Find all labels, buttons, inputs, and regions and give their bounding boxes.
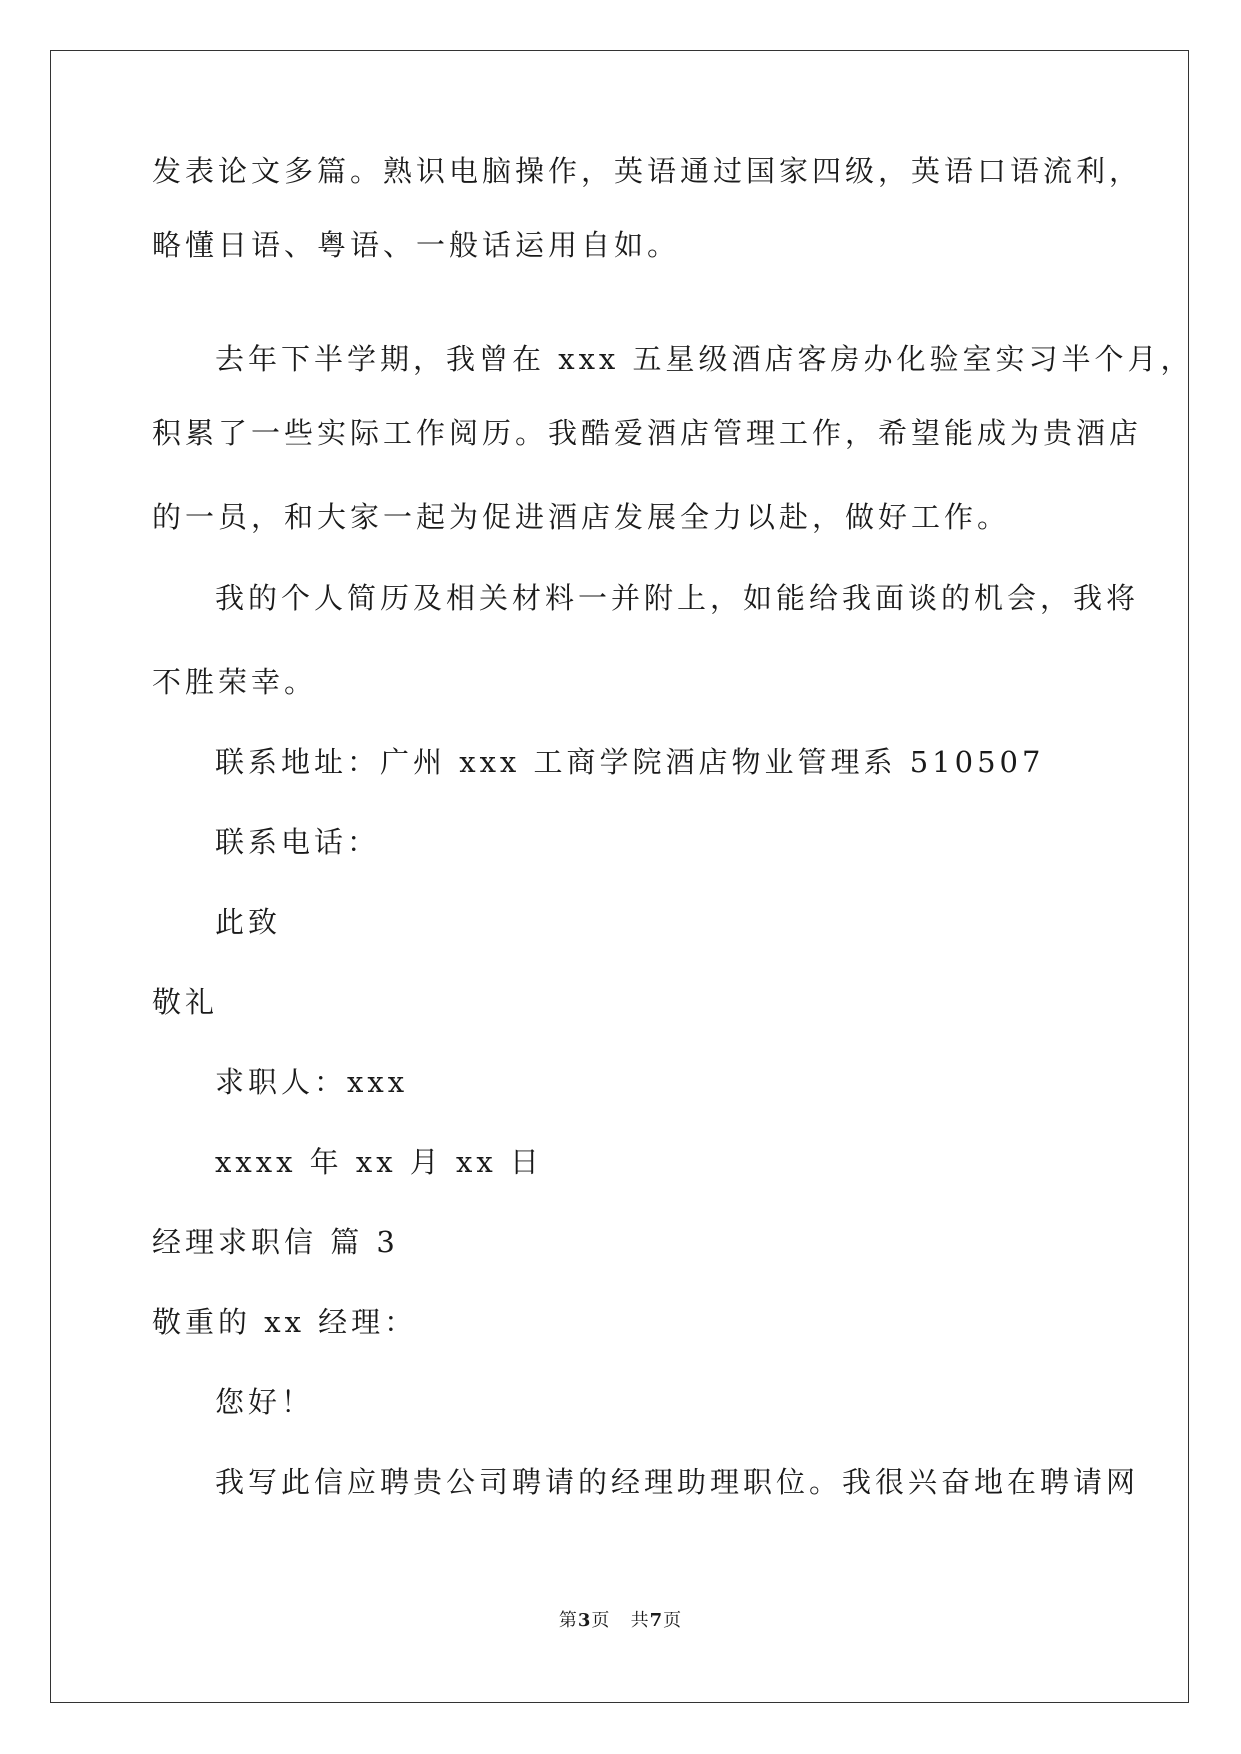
paragraph-line: 积累了一些实际工作阅历。我酷爱酒店管理工作，希望能成为贵酒店 xyxy=(152,416,1143,450)
contact-address: 联系地址：广州 xxx 工商学院酒店物业管理系 510507 xyxy=(215,745,1045,779)
applicant-name: 求职人：xxx xyxy=(215,1065,409,1099)
paragraph-line: 略懂日语、粤语、一般话运用自如。 xyxy=(152,228,681,262)
total-suffix: 页 xyxy=(663,1610,683,1631)
paragraph-line: 我的个人简历及相关材料一并附上，如能给我面谈的机会，我将 xyxy=(215,581,1140,615)
page-suffix: 页 xyxy=(591,1610,611,1631)
letter-date: xxxx 年 xx 月 xx 日 xyxy=(215,1145,543,1179)
paragraph-line: 我写此信应聘贵公司聘请的经理助理职位。我很兴奋地在聘请网 xyxy=(215,1465,1140,1499)
paragraph-line: 去年下半学期，我曾在 xxx 五星级酒店客房办化验室实习半个月， xyxy=(215,342,1194,376)
contact-phone: 联系电话： xyxy=(215,825,381,859)
page-prefix: 第 xyxy=(558,1610,578,1631)
paragraph-line: 发表论文多篇。熟识电脑操作，英语通过国家四级，英语口语流利， xyxy=(152,154,1143,188)
page-number: 3 xyxy=(577,1610,592,1631)
paragraph-line: 不胜荣幸。 xyxy=(152,665,318,699)
greeting-recipient: 敬重的 xx 经理： xyxy=(152,1305,418,1339)
page-border xyxy=(50,50,1189,1703)
section-heading: 经理求职信 篇 3 xyxy=(152,1225,399,1259)
page-footer xyxy=(0,1612,1241,1630)
closing-regards: 敬礼 xyxy=(152,985,219,1019)
greeting-hello: 您好！ xyxy=(215,1385,315,1419)
paragraph-line: 的一员，和大家一起为促进酒店发展全力以赴，做好工作。 xyxy=(152,500,1011,534)
total-prefix: 共 xyxy=(630,1610,650,1631)
closing-salutation: 此致 xyxy=(215,905,282,939)
total-pages: 7 xyxy=(649,1610,664,1631)
